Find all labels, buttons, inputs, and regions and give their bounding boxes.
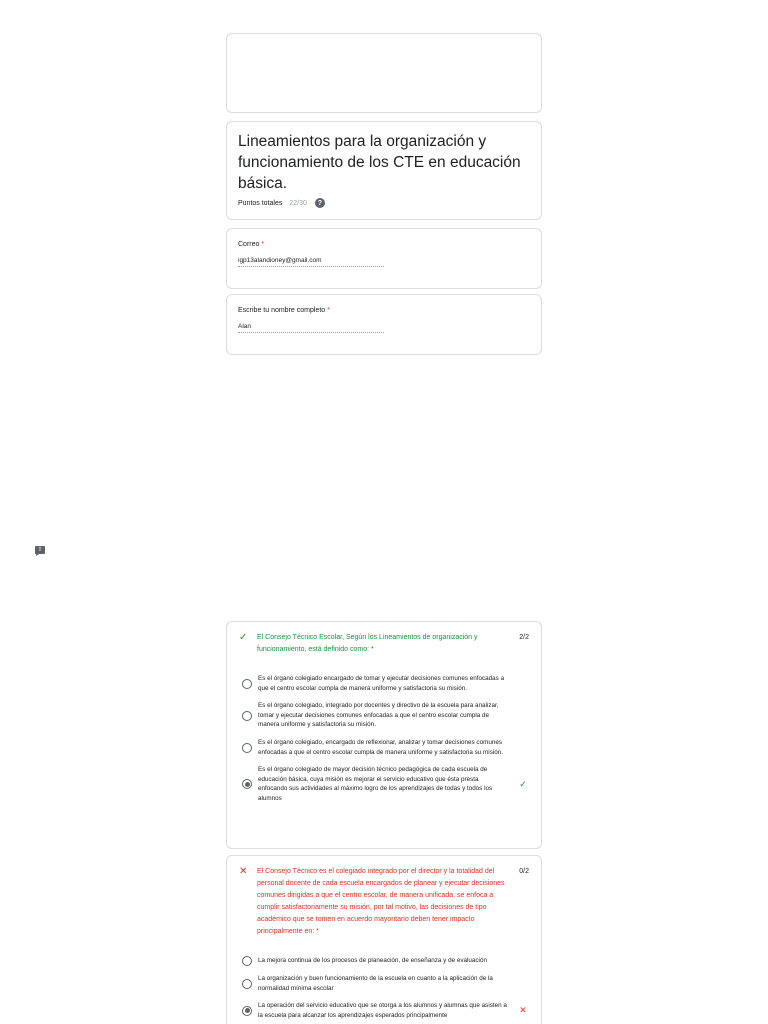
option-item[interactable] bbox=[239, 738, 529, 757]
option-item[interactable] bbox=[239, 956, 529, 966]
option-item[interactable] bbox=[239, 674, 529, 693]
form-title: Lineamientos para la organización y funcionamiento de los CTE en educación básica. bbox=[238, 133, 521, 192]
form-header-banner bbox=[226, 33, 542, 113]
option-item[interactable] bbox=[239, 701, 529, 730]
points-value: 22/30 bbox=[289, 199, 307, 207]
question-header bbox=[239, 866, 529, 938]
radio-button[interactable] bbox=[242, 679, 252, 689]
check-icon: ✓ bbox=[239, 632, 248, 643]
points-label: Puntos totales bbox=[238, 199, 283, 207]
option-item[interactable] bbox=[239, 1001, 529, 1020]
radio-button-selected[interactable] bbox=[242, 1006, 252, 1016]
feedback-icon[interactable]: ! bbox=[35, 546, 45, 554]
question-card-1 bbox=[226, 621, 542, 849]
question-card-2 bbox=[226, 855, 542, 1024]
total-points bbox=[238, 198, 530, 208]
close-icon: ✕ bbox=[519, 1005, 527, 1016]
help-circle-icon[interactable]: ? bbox=[315, 198, 325, 208]
email-label: Correo * bbox=[238, 241, 265, 248]
radio-button[interactable] bbox=[242, 979, 252, 989]
option-item[interactable] bbox=[239, 974, 529, 993]
option-label: La operación del servicio educativo que se otorga a los alumnos y alumnas que asisten a la escuela para alcanzar los aprendizajes esperados principalmente bbox=[258, 1002, 507, 1019]
option-label: La organización y buen funcionamiento de la escuela en cuanto a la aplicación de la normalidad mínima escolar bbox=[258, 975, 493, 992]
close-icon: ✕ bbox=[239, 866, 248, 877]
question-text: El Consejo Técnico Escolar, Según los Lineamientos de organización y funcionamiento, está definido como: * bbox=[257, 634, 478, 653]
option-label: Es el órgano colegiado encargado de tomar y ejecutar decisiones comunes enfocadas a que el centro escolar cumpla de manera uniforme y satisfactoria su misión. bbox=[258, 675, 505, 692]
name-question-card bbox=[226, 294, 542, 355]
option-item[interactable] bbox=[239, 765, 529, 803]
question-score: 2/2 bbox=[519, 634, 529, 641]
question-score: 0/2 bbox=[519, 868, 529, 875]
options-list bbox=[239, 956, 529, 1020]
radio-button[interactable] bbox=[242, 956, 252, 966]
option-label: La mejora continua de los procesos de planeación, de enseñanza y de evaluación bbox=[258, 957, 487, 965]
options-list bbox=[239, 674, 529, 804]
option-label: Es el órgano colegiado, encargado de reflexionar, analizar y tomar decisiones comunes enfocadas a que el centro escolar cumpla de manera uniforme y satisfactoria su misión. bbox=[258, 738, 504, 756]
name-label: Escribe tu nombre completo * bbox=[238, 307, 330, 314]
option-label: Es el órgano colegiado de mayor decisión técnico pedagógica de cada escuela de educación básica, cuya misión es mejorar el servicio educativo que ésta presta enfocando sus actividades al máximo logro de los aprendizajes de todas y todos los alumnos bbox=[258, 766, 493, 802]
question-header bbox=[239, 632, 529, 656]
email-field[interactable]: igp13alandioney@gmail.com bbox=[238, 257, 384, 267]
radio-button-selected[interactable] bbox=[242, 779, 252, 789]
email-question-card bbox=[226, 228, 542, 289]
name-field[interactable]: Alan bbox=[238, 323, 384, 333]
radio-button[interactable] bbox=[242, 711, 252, 721]
radio-button[interactable] bbox=[242, 743, 252, 753]
form-title-card bbox=[226, 121, 542, 220]
option-label: Es el órgano colegiado, integrado por docentes y directivo de la escuela para analizar, tomar y ejecutar decisiones comunes enfocadas a que el centro escolar cumpla de manera uniforme y satisfactoria su misión. bbox=[258, 702, 499, 729]
question-text: El Consejo Técnico es el colegiado integrado por el director y la totalidad del personal docente de cada escuela encargados de planear y ejecutar decisiones comunes dirigidas a que el centro escolar, de manera unificada, se enfoca a cumplir satisfactoriamente su misión, por tal motivo, las decisiones de tipo académico que se tomen en acuerdo mayoritario deben tener impacto principalmente en: * bbox=[257, 868, 505, 935]
check-icon: ✓ bbox=[519, 778, 527, 789]
